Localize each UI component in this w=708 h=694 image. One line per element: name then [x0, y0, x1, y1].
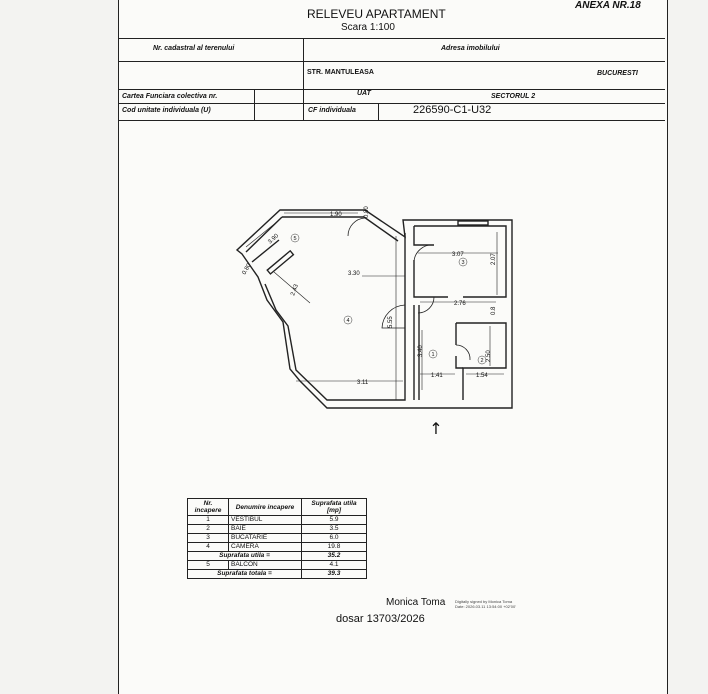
apartment-outline	[237, 210, 512, 408]
document-title: RELEVEU APARTAMENT	[307, 7, 446, 21]
dim-label: 2.76	[454, 301, 466, 307]
table-row: 4 CAMERA 19.8	[188, 543, 367, 552]
file-number: dosar 13703/2026	[336, 613, 425, 625]
carte-funciara-label: Cartea Funciara colectiva nr.	[122, 93, 218, 100]
room-number-balcony: 5	[293, 236, 297, 242]
dim-label: 3.90	[267, 233, 281, 246]
annex-number: ANEXA NR.18	[575, 0, 641, 11]
dim-label: 2.07	[491, 253, 497, 265]
dim-label: 0.80	[364, 206, 370, 218]
table-row: 3 BUCATARIE 6.0	[188, 534, 367, 543]
dim-label: 1.54	[476, 373, 488, 379]
dim-label: 3.40	[418, 345, 424, 357]
uat-label: UAT	[357, 90, 371, 97]
table-header: Suprafata utila [mp]	[302, 499, 367, 516]
dim-label: 3.30	[348, 271, 360, 277]
city-value: BUCURESTI	[597, 70, 638, 77]
cf-individuala-label: CF individuala	[308, 107, 356, 114]
dim-label: 3.11	[357, 380, 369, 386]
dim-label: 0.80	[241, 262, 253, 276]
dim-label: 2.43	[290, 283, 300, 297]
dim-label: 5.55	[388, 316, 394, 328]
dim-label: 2.50	[486, 350, 492, 362]
north-arrow-icon: ↑	[429, 419, 443, 438]
room-number-bath: 2	[480, 358, 484, 364]
address-label: Adresa imobilului	[441, 45, 500, 52]
sector-value: SECTORUL 2	[491, 93, 536, 100]
room-number-room: 4	[346, 318, 350, 324]
table-row: 2 BAIE 3.5	[188, 525, 367, 534]
document-scale: Scara 1:100	[341, 22, 395, 33]
dim-label: 1.90	[330, 212, 342, 218]
dim-label: 1.41	[431, 373, 443, 379]
street-value: STR. MANTULEASA	[307, 69, 374, 76]
table-row: 1 VESTIBUL 5.9	[188, 516, 367, 525]
cf-value: 226590-C1-U32	[413, 104, 492, 116]
dim-label: 0.8	[491, 306, 497, 315]
table-row: 5 BALCON 4.1	[188, 561, 367, 570]
table-row-total: Suprafata utila = 35.2	[188, 552, 367, 561]
digital-signature-stamp: Digitally signed by Monica Toma Date: 2026.03.11 13:54:00 +02'00'	[455, 599, 516, 609]
table-header: Denumire incapere	[229, 499, 302, 516]
cod-unitate-label: Cod unitate individuala (U)	[122, 107, 211, 114]
rooms-table	[187, 498, 367, 579]
signature-name: Monica Toma	[386, 597, 446, 608]
dim-label: 3.07	[452, 252, 464, 258]
table-header: Nr. incapere	[188, 499, 229, 516]
cadastral-label: Nr. cadastral al terenului	[153, 45, 235, 52]
floor-plan	[118, 0, 666, 500]
table-row-total: Suprafata totala = 39.3	[188, 570, 367, 579]
room-number-kitchen: 3	[461, 260, 465, 266]
room-number-vestibule: 1	[431, 352, 435, 358]
